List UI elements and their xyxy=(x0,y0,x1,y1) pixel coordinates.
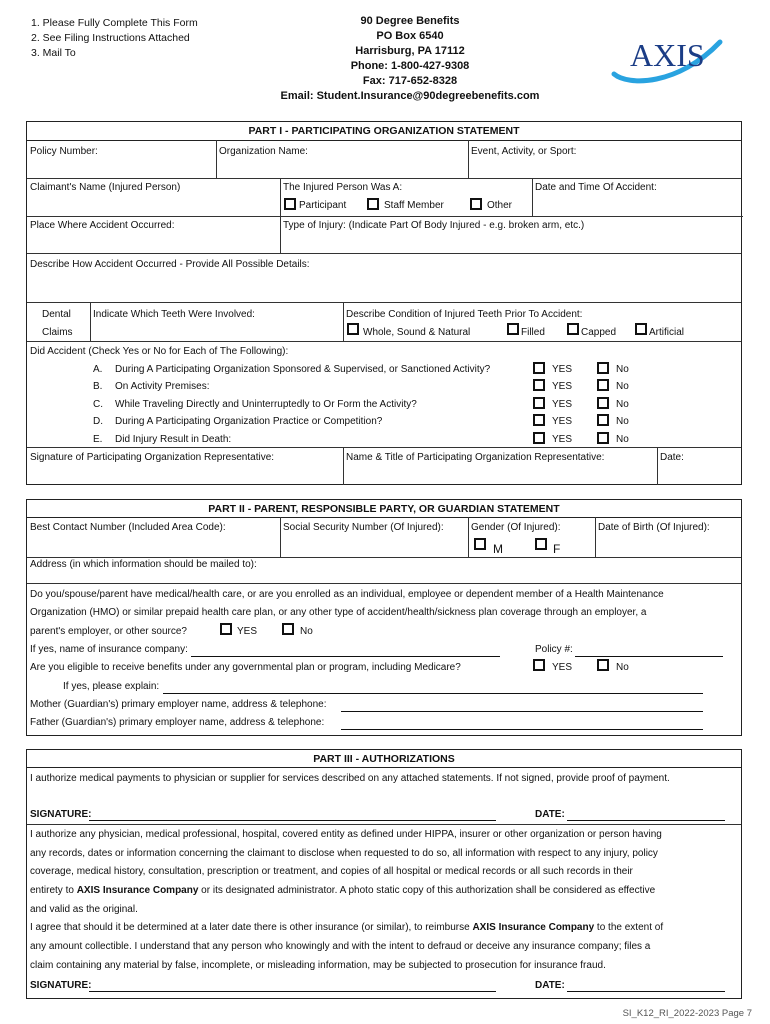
whole-sound-label: Whole, Sound & Natural xyxy=(363,327,471,338)
company-name: 90 Degree Benefits xyxy=(360,15,460,27)
instructions xyxy=(31,16,198,61)
question-d-letter: D. xyxy=(93,416,103,427)
question-a-no-checkbox[interactable] xyxy=(597,362,609,374)
coverage-yes-checkbox[interactable] xyxy=(220,623,232,635)
question-c-yes-checkbox[interactable] xyxy=(533,397,545,409)
question-b-yes-checkbox[interactable] xyxy=(533,379,545,391)
part-2-section xyxy=(26,499,742,736)
ssn-label: Social Security Number (Of Injured): xyxy=(283,522,444,533)
mother-employer-label: Mother (Guardian's) primary employer name, address & telephone: xyxy=(30,699,327,710)
question-b-text: On Activity Premises: xyxy=(115,381,210,392)
mother-employer-line[interactable] xyxy=(341,711,703,712)
insurance-company-line[interactable] xyxy=(191,656,500,657)
coverage-line-3: parent's employer, or other source? xyxy=(30,626,187,637)
question-a-letter: A. xyxy=(93,364,103,375)
gender-m-checkbox[interactable] xyxy=(474,538,486,550)
explain-label: If yes, please explain: xyxy=(63,681,160,692)
question-e-text: Did Injury Result in Death: xyxy=(115,434,232,445)
coverage-line-2: Organization (HMO) or similar prepaid health care plan, or any other type of accident/health/sickness plan coverage through an employer, a xyxy=(30,607,647,618)
contact-number-label: Best Contact Number (Included Area Code): xyxy=(30,522,226,533)
org-rep-signature-label: Signature of Participating Organization Representative: xyxy=(30,452,275,463)
authorization-2-line-3: coverage, medical history, consultation, prescription or treatment, and copies of all hospital or medical records or all such records in their xyxy=(30,866,633,877)
explain-line[interactable] xyxy=(163,693,703,694)
part-1-title: PART I - PARTICIPATING ORGANIZATION STATEMENT xyxy=(248,125,520,137)
date-time-label: Date and Time Of Accident: xyxy=(535,182,657,193)
question-e-no-checkbox[interactable] xyxy=(597,432,609,444)
participant-checkbox[interactable] xyxy=(284,198,296,210)
part-1-section xyxy=(26,121,742,485)
question-d-yes-checkbox[interactable] xyxy=(533,414,545,426)
describe-accident-label: Describe How Accident Occurred - Provide All Possible Details: xyxy=(30,259,310,270)
participant-label: Participant xyxy=(299,200,347,211)
question-d-no-checkbox[interactable] xyxy=(597,414,609,426)
signature-label-1: SIGNATURE: xyxy=(30,809,92,820)
did-accident-label: Did Accident (Check Yes or No for Each of The Following): xyxy=(30,346,289,357)
gender-label: Gender (Of Injured): xyxy=(471,522,561,533)
phone: Phone: 1-800-427-9308 xyxy=(350,60,470,72)
claims-label: Claims xyxy=(42,327,73,338)
question-d-no-label: No xyxy=(616,416,629,427)
question-b-yes-label: YES xyxy=(552,381,573,392)
capped-checkbox[interactable] xyxy=(567,323,579,335)
organization-name-label: Organization Name: xyxy=(219,146,308,157)
filled-checkbox[interactable] xyxy=(507,323,519,335)
artificial-label: Artificial xyxy=(649,327,685,338)
question-c-text: While Traveling Directly and Uninterruptedly to Or Form the Activity? xyxy=(115,399,417,410)
injured-person-was-label: The Injured Person Was A: xyxy=(283,182,403,193)
type-of-injury-label: Type of Injury: (Indicate Part Of Body Injured - e.g. broken arm, etc.) xyxy=(283,220,585,231)
org-rep-date-label: Date: xyxy=(660,452,684,463)
coverage-yes-label: YES xyxy=(237,626,258,637)
fax: Fax: 717-652-8328 xyxy=(362,75,458,87)
question-a-yes-label: YES xyxy=(552,364,573,375)
signature-line-2[interactable] xyxy=(89,991,496,992)
authorization-2-line-4: entirety to AXIS Insurance Company or its designated administrator. A photo static copy of this authorization shall be considered as effective xyxy=(30,885,656,896)
staff-member-checkbox[interactable] xyxy=(367,198,379,210)
eligible-yes-label: YES xyxy=(552,662,573,673)
eligible-label: Are you eligible to receive benefits under any governmental plan or program, including Medicare? xyxy=(30,662,461,673)
authorization-3-line-1: I agree that should it be determined at a later date there is other insurance (or similar), to reimburse AXIS Insurance Company to the extent of xyxy=(30,922,664,933)
question-a-no-label: No xyxy=(616,364,629,375)
instruction-3: 3. Mail To xyxy=(31,47,76,59)
page-footer: SI_K12_RI_2022-2023 Page 7 xyxy=(622,1008,752,1019)
father-employer-label: Father (Guardian's) primary employer name, address & telephone: xyxy=(30,717,325,728)
mailing-header xyxy=(250,14,570,104)
authorization-2-line-1: I authorize any physician, medical professional, hospital, covered entity as defined under HIPPA, insurer or other organization or person having xyxy=(30,829,662,840)
question-d-text: During A Participating Organization Practice or Competition? xyxy=(115,416,383,427)
staff-member-label: Staff Member xyxy=(384,200,444,211)
question-c-no-checkbox[interactable] xyxy=(597,397,609,409)
authorization-1: I authorize medical payments to physician or supplier for services described on any attached statements. If not signed, provide proof of payment. xyxy=(30,773,670,784)
part-3-title: PART III - AUTHORIZATIONS xyxy=(313,753,455,765)
policy-number-label: Policy Number: xyxy=(30,146,98,157)
question-c-letter: C. xyxy=(93,399,103,410)
coverage-line-1: Do you/spouse/parent have medical/health care, or are you enrolled as an individual, employee or dependent member of a Health Maintenance xyxy=(30,589,664,600)
event-label: Event, Activity, or Sport: xyxy=(471,146,577,157)
po-box: PO Box 6540 xyxy=(376,30,444,42)
question-c-no-label: No xyxy=(616,399,629,410)
insurance-company-label: If yes, name of insurance company: xyxy=(30,644,188,655)
authorization-2-line-5: and valid as the original. xyxy=(30,904,138,915)
address-label: Address (in which information should be mailed to): xyxy=(30,559,257,570)
axis-logo xyxy=(608,28,728,88)
instruction-1: 1. Please Fully Complete This Form xyxy=(31,17,198,29)
logo-text: AXIS xyxy=(630,37,705,73)
gender-m-label: M xyxy=(493,542,503,556)
gender-f-label: F xyxy=(553,542,561,556)
filled-label: Filled xyxy=(521,327,545,338)
coverage-no-checkbox[interactable] xyxy=(282,623,294,635)
authorization-3-line-3: claim containing any material by false, incomplete, or misleading information, may be subjected to prosecution for insurance fraud. xyxy=(30,960,606,971)
dental-label: Dental xyxy=(42,309,71,320)
question-b-letter: B. xyxy=(93,381,103,392)
father-employer-line[interactable] xyxy=(341,729,703,730)
teeth-involved-label: Indicate Which Teeth Were Involved: xyxy=(93,309,255,320)
question-e-yes-label: YES xyxy=(552,434,573,445)
eligible-yes-checkbox[interactable] xyxy=(533,659,545,671)
gender-f-checkbox[interactable] xyxy=(535,538,547,550)
instruction-2: 2. See Filing Instructions Attached xyxy=(31,32,190,44)
question-c-yes-label: YES xyxy=(552,399,573,410)
artificial-checkbox[interactable] xyxy=(635,323,647,335)
policy-number-line[interactable] xyxy=(575,656,723,657)
other-checkbox[interactable] xyxy=(470,198,482,210)
eligible-no-checkbox[interactable] xyxy=(597,659,609,671)
authorization-3-line-2: any amount collectible. I understand that any person who knowingly and with the intent to defraud or deceive any insurance company; files a xyxy=(30,941,651,952)
axis-logo-graphic xyxy=(608,28,728,88)
whole-sound-checkbox[interactable] xyxy=(347,323,359,335)
coverage-no-label: No xyxy=(300,626,313,637)
question-e-no-label: No xyxy=(616,434,629,445)
date-line-1[interactable] xyxy=(567,820,725,821)
signature-label-2: SIGNATURE: xyxy=(30,980,92,991)
claimant-name-label: Claimant's Name (Injured Person) xyxy=(30,182,181,193)
other-label: Other xyxy=(487,200,513,211)
city: Harrisburg, PA 17112 xyxy=(355,45,465,57)
part-2-title: PART II - PARENT, RESPONSIBLE PARTY, OR GUARDIAN STATEMENT xyxy=(208,503,560,515)
place-label: Place Where Accident Occurred: xyxy=(30,220,175,231)
date-label-1: DATE: xyxy=(535,809,565,820)
date-label-2: DATE: xyxy=(535,980,565,991)
question-d-yes-label: YES xyxy=(552,416,573,427)
question-b-no-label: No xyxy=(616,381,629,392)
dob-label: Date of Birth (Of Injured): xyxy=(598,522,710,533)
org-rep-name-title-label: Name & Title of Participating Organization Representative: xyxy=(346,452,605,463)
question-a-text: During A Participating Organization Sponsored & Supervised, or Sanctioned Activity? xyxy=(115,364,491,375)
teeth-condition-label: Describe Condition of Injured Teeth Prior To Accident: xyxy=(346,309,583,320)
part-3-section xyxy=(26,749,742,999)
question-e-yes-checkbox[interactable] xyxy=(533,432,545,444)
question-e-letter: E. xyxy=(93,434,103,445)
policy-number-label-2: Policy #: xyxy=(535,644,573,655)
date-line-2[interactable] xyxy=(567,991,725,992)
signature-line-1[interactable] xyxy=(89,820,496,821)
question-a-yes-checkbox[interactable] xyxy=(533,362,545,374)
question-b-no-checkbox[interactable] xyxy=(597,379,609,391)
email: Email: Student.Insurance@90degreebenefits.com xyxy=(280,90,540,102)
authorization-2-line-2: any records, dates or information concerning the claimant to disclose when requested to do so, all information with respect to any injury, policy xyxy=(30,848,658,859)
eligible-no-label: No xyxy=(616,662,629,673)
capped-label: Capped xyxy=(581,327,617,338)
